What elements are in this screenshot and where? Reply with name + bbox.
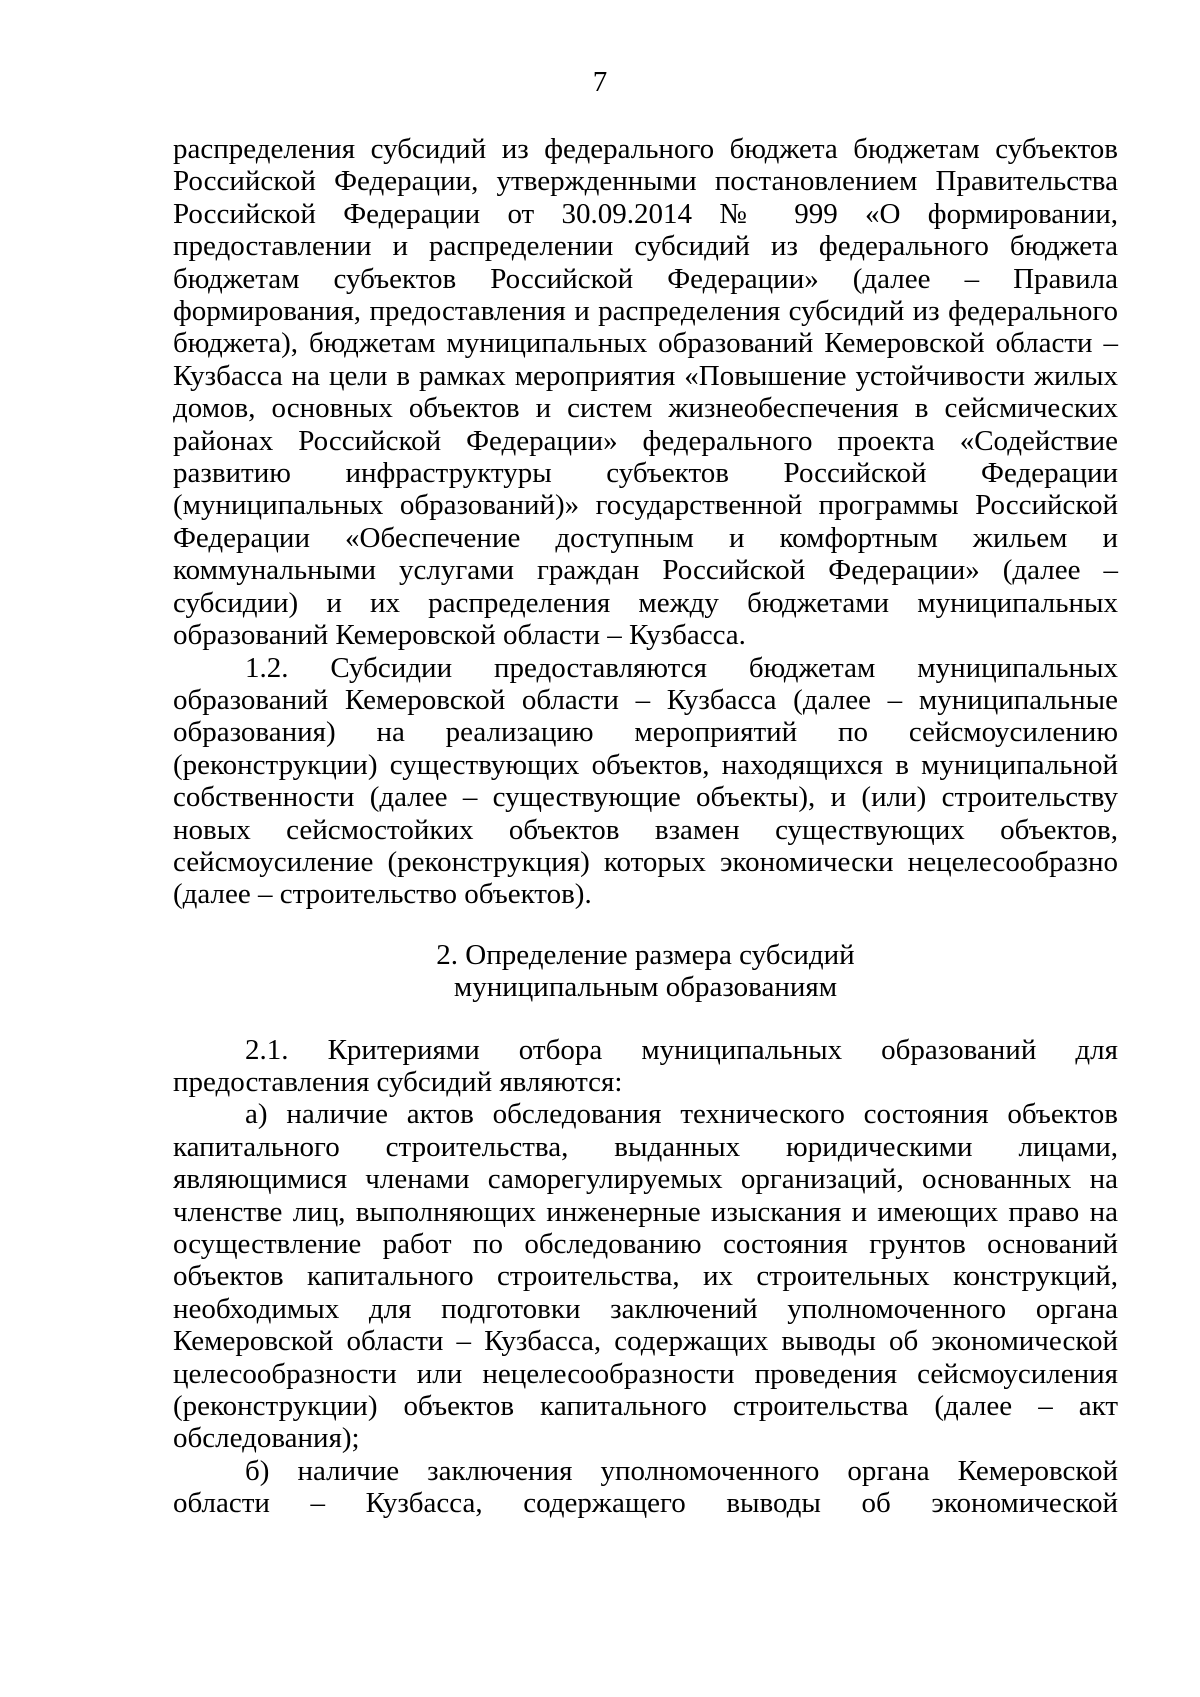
paragraph-1-2: 1.2. Субсидии предоставляются бюджетам муниципальных образований Кемеровской области – Кузбасса (далее – муниципальные образования) на реализацию мероприятий по сейсмоусилению (реконструкции) существующих объектов, находящихся в муниципальной собственности (далее – существующие объекты), и (или) строительству новых сейсмостойких объектов взамен существующих объектов, сейсмоусиление (реконструкция) которых экономически нецелесообразно (далее – строительство объектов). <box>173 651 1118 911</box>
page-number: 7 <box>592 66 608 98</box>
paragraph-item-a: а) наличие актов обследования технического состояния объектов капитального строительства, выданных юридическими лицами, являющимися членами саморегулируемых организаций, основанных на членстве лиц, выполняющих инженерные изыскания и имеющих право на осуществление работ по обследованию состояния грунтов оснований объектов капитального строительства, их строительных конструкций, необходимых для подготовки заключений уполномоченного органа Кемеровской области – Кузбасса, содержащих выводы об экономической целесообразности или нецелесообразности проведения сейсмоусиления (реконструкции) объектов капитального строительства (далее – акт обследования); <box>173 1098 1118 1455</box>
paragraph-item-b: б) наличие заключения уполномоченного органа Кемеровской области – Кузбасса, содержащего выводы об экономической <box>173 1454 1118 1520</box>
section-heading-2 <box>173 939 1118 1004</box>
section-heading-line-1: 2. Определение размера субсидий <box>436 938 855 971</box>
paragraph-rules-continuation: распределения субсидий из федерального бюджета бюджетам субъектов Российской Федерации, утвержденными постановлением Правительства Российской Федерации от 30.09.2014 № 999 «О формировании, предоставлении и распределении субсидий из федерального бюджета бюджетам субъектов Российской Федерации» (далее – Правила формирования, предоставления и распределения субсидий из федерального бюджета), бюджетам муниципальных образований Кемеровской области – Кузбасса на цели в рамках мероприятия «Повышение устойчивости жилых домов, основных объектов и систем жизнеобеспечения в сейсмических районах Российской Федерации» федерального проекта «Содействие развитию инфраструктуры субъектов Российской Федерации (муниципальных образований)» государственной программы Российской Федерации «Обеспечение доступным и комфортным жильем и коммунальными услугами граждан Российской Федерации» (далее – субсидии) и их распределения между бюджетами муниципальных образований Кемеровской области – Кузбасса. <box>173 133 1118 652</box>
section-heading-line-2: муниципальным образованиям <box>453 971 838 1004</box>
document-body <box>173 133 1118 1520</box>
paragraph-2-1: 2.1. Критериями отбора муниципальных образований для предоставления субсидий являются: <box>173 1033 1118 1098</box>
